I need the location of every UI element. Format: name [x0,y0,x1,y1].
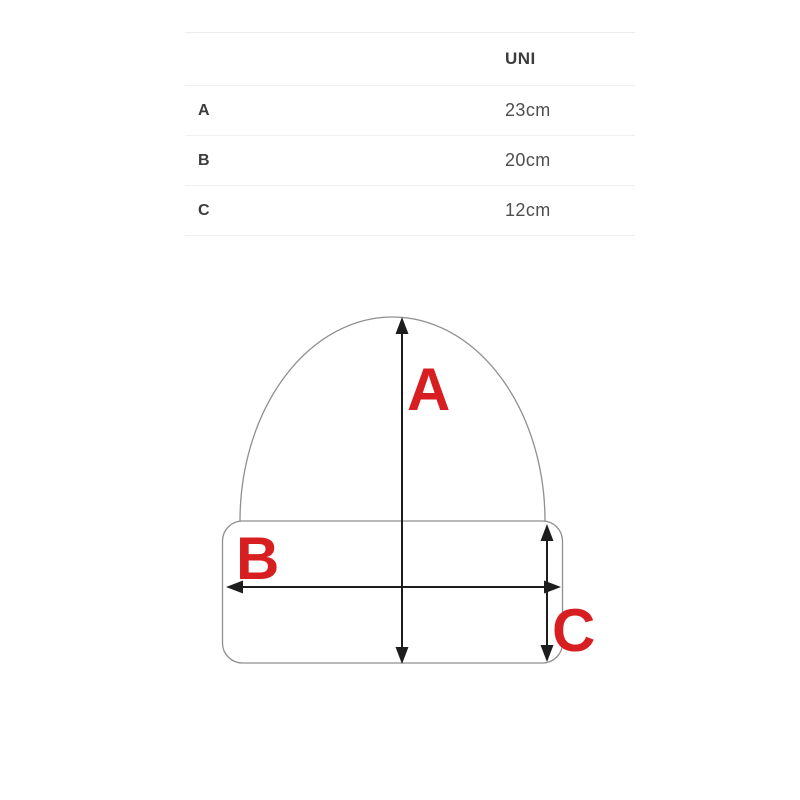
size-table-column-header: UNI [505,49,536,68]
beanie-crown-outline [240,317,545,521]
size-row-value: 12cm [505,200,551,220]
size-row-label: B [198,151,210,169]
size-row-label: C [198,201,210,219]
dimension-arrow-a-head-up [396,317,409,334]
dimension-label-c: C [552,597,596,664]
dimension-label-a: A [407,356,451,423]
size-row-value: 23cm [505,100,551,120]
dimension-label-b: B [236,525,280,592]
size-row-value: 20cm [505,150,551,170]
size-row-label: A [198,101,210,119]
